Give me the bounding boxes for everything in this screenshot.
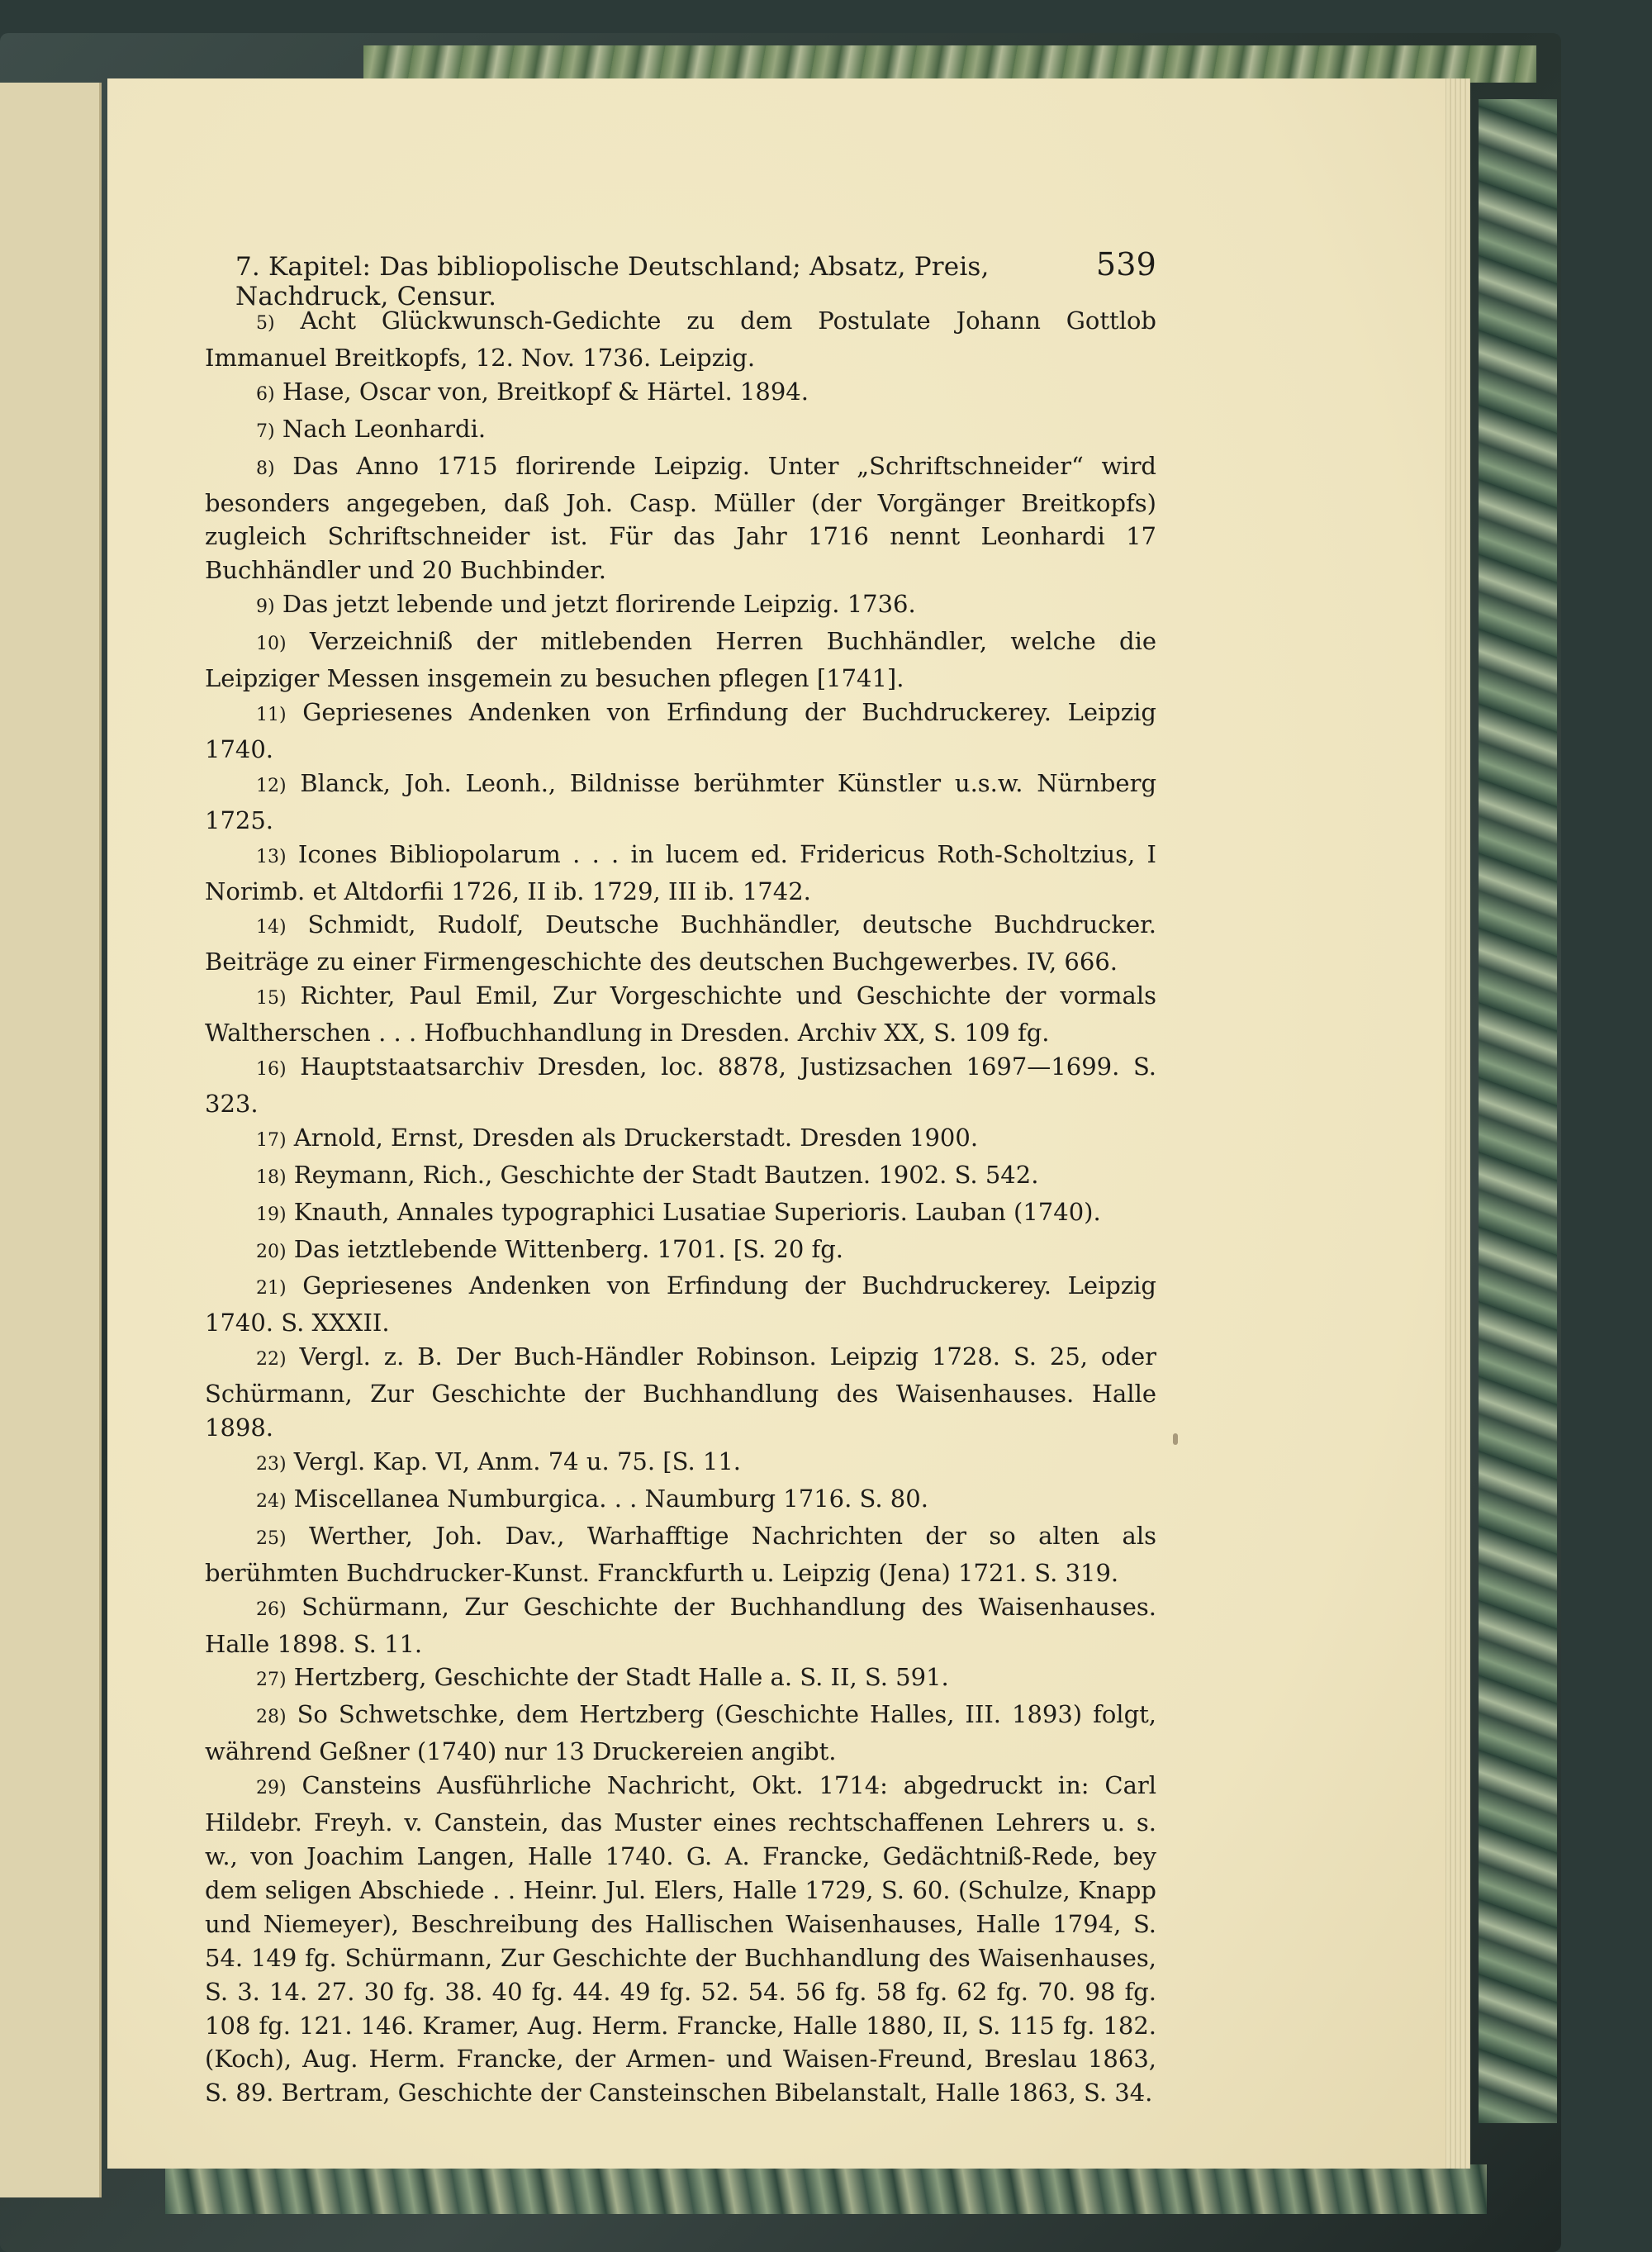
footnote — [205, 696, 1156, 767]
footnote-text: So Schwetschke, dem Hertzberg (Geschichte Halles, III. 1893) folgt, während Geßner (1740) nur 13 Druckereien angibt. — [205, 1700, 1157, 1766]
footnote — [205, 412, 1156, 449]
footnote-marker: 6) — [256, 383, 275, 405]
footnote-marker: 25) — [256, 1527, 287, 1549]
footnote-marker: 12) — [256, 775, 287, 796]
footnote — [205, 1590, 1156, 1661]
footnote-text: Arnold, Ernst, Dresden als Druckerstadt. Dresden 1900. — [293, 1123, 979, 1152]
footnote-text: Das jetzt lebende und jetzt florirende Leipzig. 1736. — [282, 590, 916, 619]
footnote — [205, 979, 1156, 1050]
footnote-text: Cansteins Ausführliche Nachricht, Okt. 1714: abgedruckt in: Carl Hildebr. Freyh. v. Canstein, das Muster eines rechtschaffenen Lehrers u. s. w., von Joachim Langen, Halle 1740. G. A. Francke, Gedächtniß-Rede, bey dem seligen Abschiede . . Heinr. Jul. Elers, Halle 1729, S. 60. (Schulze, Knapp und Niemeyer), Beschreibung des Hallischen Waisenhauses, Halle 1794, S. 54. 149 fg. Schürmann, Zur Geschichte der Buchhandlung des Waisenhauses, S. 3. 14. 27. 30 fg. 38. 40 fg. 44. 49 fg. 52. 54. 56 fg. 58 fg. 62 fg. 70. 98 fg. 108 fg. 121. 146. Kramer, Aug. Herm. Francke, Halle 1880, II, S. 115 fg. 182. (Koch), Aug. Herm. Francke, der Armen- und Waisen-Freund, Breslau 1863, S. 89. Bertram, Geschichte der Cansteinschen Bibelanstalt, Halle 1863, S. 34. — [205, 1771, 1156, 2107]
footnote-marker: 27) — [256, 1670, 287, 1691]
footnote-text: Richter, Paul Emil, Zur Vorgeschichte und Geschichte der vormals Waltherschen . . . Hofbuchhandlung in Dresden. Archiv XX, S. 109 fg. — [205, 981, 1156, 1048]
footnote-text: Icones Bibliopolarum . . . in lucem ed. Fridericus Roth-Scholtzius, I Norimb. et Altdorfii 1726, II ib. 1729, III ib. 1742. — [205, 839, 1156, 905]
footnote-marker: 16) — [256, 1059, 287, 1081]
footnote-text: Werther, Joh. Dav., Warhafftige Nachrichten der so alten als berühmten Buchdrucker-Kunst. Franckfurth u. Leipzig (Jena) 1721. S. 319. — [205, 1521, 1157, 1587]
footnote — [205, 587, 1156, 625]
footnote-marker: 23) — [256, 1454, 287, 1475]
footnote-marker: 9) — [256, 596, 275, 618]
footnote-marker: 19) — [256, 1204, 287, 1225]
footnote-text: Hauptstaatsarchiv Dresden, loc. 8878, Justizsachen 1697—1699. S. 323. — [205, 1052, 1156, 1118]
footnote — [205, 625, 1156, 696]
footnote-marker: 26) — [256, 1599, 287, 1620]
page-number: 539 — [1095, 246, 1156, 283]
footnote-marker: 10) — [256, 634, 287, 655]
paper-spot — [1173, 1433, 1178, 1445]
footnote-marker: 15) — [256, 988, 287, 1010]
footnote-marker: 8) — [256, 458, 275, 479]
footnote-text: Blanck, Joh. Leonh., Bildnisse berühmter Künstler u.s.w. Nürnberg 1725. — [205, 768, 1157, 834]
footnote — [205, 1340, 1156, 1445]
footnote-marker: 17) — [256, 1129, 287, 1151]
previous-page-edge — [0, 83, 102, 2197]
footnote-text: Reymann, Rich., Geschichte der Stadt Bautzen. 1902. S. 542. — [293, 1160, 1039, 1189]
footnote — [205, 1769, 1156, 2110]
footnote-text: Vergl. z. B. Der Buch-Händler Robinson. Leipzig 1728. S. 25, oder Schürmann, Zur Geschichte der Buchhandlung des Waisenhauses. Halle 1898. — [205, 1342, 1156, 1442]
footnote — [205, 1195, 1156, 1233]
footnote-marker: 24) — [256, 1490, 287, 1512]
footnote-text: Hase, Oscar von, Breitkopf & Härtel. 1894. — [282, 377, 809, 406]
footnote-text: Acht Glückwunsch-Gedichte zu dem Postulate Johann Gottlob Immanuel Breitkopfs, 12. Nov. 1736. Leipzig. — [205, 306, 1156, 372]
footnote-text: Schmidt, Rudolf, Deutsche Buchhändler, deutsche Buchdrucker. Beiträge zu einer Firmengeschichte des deutschen Buchgewerbes. IV, 666. — [205, 910, 1157, 976]
footnote — [205, 1482, 1156, 1519]
footnote — [205, 1233, 1156, 1270]
footnote-marker: 11) — [256, 704, 287, 725]
footnote-marker: 29) — [256, 1778, 287, 1799]
footnote-text: Miscellanea Numburgica. . . Naumburg 1716. S. 80. — [293, 1484, 928, 1513]
footnote-text: Vergl. Kap. VI, Anm. 74 u. 75. [S. 11. — [293, 1447, 741, 1475]
marbled-edge-top — [363, 45, 1536, 83]
footnote — [205, 1050, 1156, 1121]
footnote — [205, 1519, 1156, 1590]
footnote-marker: 22) — [256, 1349, 287, 1371]
marbled-edge-bottom — [165, 2164, 1487, 2214]
marbled-edge-right — [1479, 99, 1557, 2123]
footnote-marker: 7) — [256, 420, 275, 442]
footnote-marker: 21) — [256, 1278, 287, 1299]
footnote — [205, 375, 1156, 412]
footnote — [205, 304, 1156, 375]
footnote-text: Gepriesenes Andenken von Erfindung der Buchdruckerey. Leipzig 1740. S. XXXII. — [205, 1271, 1156, 1337]
footnotes — [205, 304, 1156, 2110]
footnote-marker: 14) — [256, 917, 287, 938]
footnote-marker: 28) — [256, 1707, 287, 1728]
footnote-text: Gepriesenes Andenken von Erfindung der Buchdruckerey. Leipzig 1740. — [205, 697, 1156, 763]
footnote-marker: 13) — [256, 846, 287, 867]
footnote — [205, 1269, 1156, 1340]
footnote-text: Hertzberg, Geschichte der Stadt Halle a. S. II, S. 591. — [293, 1663, 949, 1692]
footnote-text: Nach Leonhardi. — [282, 414, 487, 443]
footnote-marker: 5) — [256, 313, 275, 334]
footnote — [205, 838, 1156, 909]
running-title: 7. Kapitel: Das bibliopolische Deutschland; Absatz, Preis, Nachdruck, Censur. — [235, 252, 990, 311]
footnote — [205, 1660, 1156, 1698]
footnote-text: Das Anno 1715 florirende Leipzig. Unter „Schriftschneider“ wird besonders angegeben, daß Joh. Casp. Müller (der Vorgänger Breitkopfs) zugleich Schriftschneider ist. Für das Jahr 1716 nennt Leonhardi 17 Buchhändler und 20 Buchbinder. — [205, 451, 1156, 585]
footnote-marker: 20) — [256, 1241, 287, 1262]
footnote — [205, 1445, 1156, 1482]
footnote-text: Knauth, Annales typographici Lusatiae Superioris. Lauban (1740). — [293, 1197, 1101, 1226]
footnote — [205, 449, 1156, 588]
footnote-text: Verzeichniß der mitlebenden Herren Buchhändler, welche die Leipziger Messen insgemein zu besuchen pflegen [1741]. — [205, 627, 1157, 693]
footnote-text: Schürmann, Zur Geschichte der Buchhandlung des Waisenhauses. Halle 1898. S. 11. — [205, 1592, 1156, 1658]
running-header — [235, 246, 1156, 311]
footnote — [205, 1121, 1156, 1158]
footnote — [205, 1158, 1156, 1195]
footnote-text: Das ietztlebende Wittenberg. 1701. [S. 20 fg. — [293, 1234, 844, 1263]
footnote — [205, 908, 1156, 979]
footnote — [205, 1698, 1156, 1769]
footnote-marker: 18) — [256, 1166, 287, 1188]
footnote — [205, 767, 1156, 838]
